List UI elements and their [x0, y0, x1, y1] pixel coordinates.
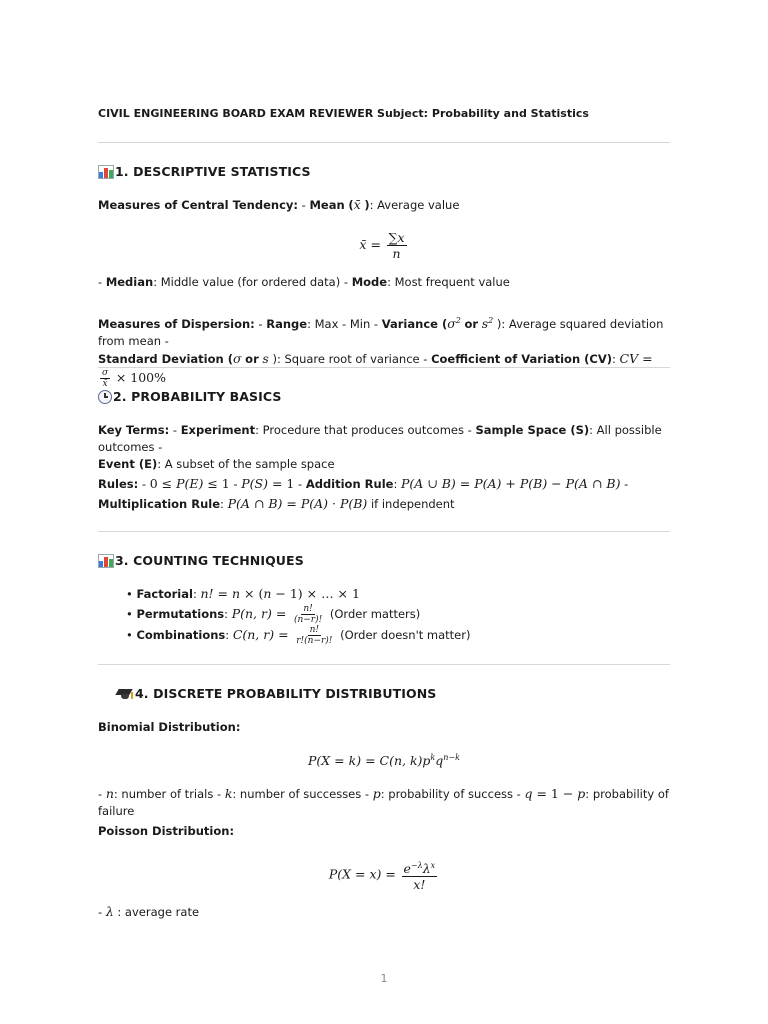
divider [98, 531, 670, 532]
graduation-cap-icon [116, 687, 134, 701]
binomial-variables-text: - n: number of trials - k: number of successes - p: probability of success - q = 1 − p: probability of failure [98, 786, 669, 818]
poisson-formula: P(X = x) = $\frac{e^{-\lambda}\lambda^x}{x!}$ [98, 858, 670, 892]
median-mode-text: - Median: Middle value (for ordered data) - Mode: Most frequent value [98, 275, 510, 289]
poisson-label: Poisson Distribution: [98, 824, 235, 838]
section-heading-discrete-distributions: 4. DISCRETE PROBABILITY DISTRIBUTIONS [116, 686, 436, 701]
clock-icon [98, 390, 112, 404]
divider [98, 664, 670, 665]
bar-chart-icon [98, 165, 114, 179]
list-item: • Permutations: P(n, r) = $\frac{n!}{(n-r)!}$ (Order matters) [126, 604, 421, 625]
binomial-formula: P(X = k) = C(n, $k)p^kq^{n-k}$ [308, 753, 460, 769]
rules-text: Rules: - 0 ≤ P(E) ≤ 1 - P(S) = 1 - Addition Rule: P(A ∪ B) = P(A) + P(B) − P(A ∩ B) - Multiplication Rule: P(A ∩ B) = P(A) · P(B) if independent [98, 476, 629, 511]
mean-formula: x̄ = $\frac{\sum x}{n}$ [359, 230, 405, 261]
list-item: • Factorial: n! = n × (n − 1) × … × 1 [126, 586, 360, 601]
central-tendency-text: Measures of Central Tendency: - Mean (x̄ ): Average value [98, 197, 460, 212]
math-xbar: x̄ [353, 197, 361, 212]
section-heading-probability-basics: 2. PROBABILITY BASICS [98, 389, 282, 404]
list-item: • Combinations: C(n, r) = $\frac{n!}{r!(n-r)!}$ (Order doesn't matter) [126, 625, 471, 646]
divider [98, 142, 670, 143]
divider [98, 367, 670, 368]
binomial-label: Binomial Distribution: [98, 720, 241, 734]
counting-list [126, 584, 470, 646]
section-heading-descriptive-statistics: 1. DESCRIPTIVE STATISTICS [98, 164, 311, 179]
document-title: CIVIL ENGINEERING BOARD EXAM REVIEWER Subject: Probability and Statistics [98, 107, 589, 120]
section-heading-counting-techniques: 3. COUNTING TECHNIQUES [98, 553, 304, 568]
page-number: 1 [380, 972, 388, 985]
key-terms-text: Key Terms: - Experiment: Procedure that produces outcomes - Sample Space (S): All possible outcomes - Event (E): A subset of the sample space [98, 423, 662, 471]
poisson-variable-text: - λ : average rate [98, 904, 200, 919]
bar-chart-icon [98, 554, 114, 568]
dispersion-text: Measures of Dispersion: - Range: Max - Min - Variance ($\sigma^2$ or $s^2$ ): Average squared deviation from mean - Standard Deviation (σ or s ): Square root of variance - Coefficient of Variation (CV): CV = $\frac{\sigma}{x̄}$ × 100% [98, 316, 664, 390]
